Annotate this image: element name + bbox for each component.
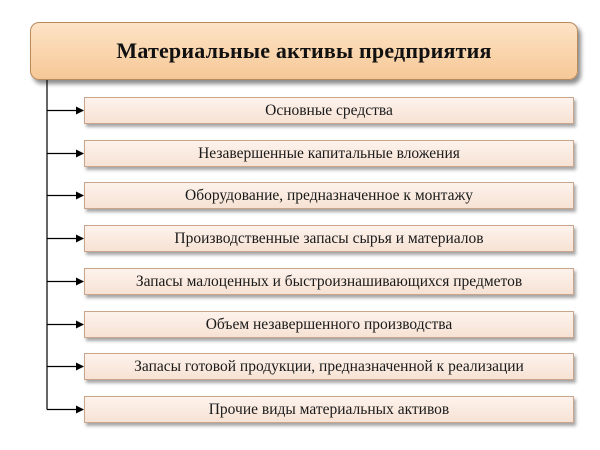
item-box: Запасы готовой продукции, предназначенной к реализации: [84, 353, 574, 380]
diagram-title: Материальные активы предприятия: [30, 22, 578, 80]
item-box: Оборудование, предназначенное к монтажу: [84, 182, 574, 209]
item-box: Прочие виды материальных активов: [84, 396, 574, 423]
item-box: Производственные запасы сырья и материалов: [84, 225, 574, 252]
item-box: Запасы малоценных и быстроизнашивающихся предметов: [84, 268, 574, 295]
item-box: Незавершенные капитальные вложения: [84, 140, 574, 167]
item-box: Объем незавершенного производства: [84, 311, 574, 338]
item-box: Основные средства: [84, 97, 574, 124]
